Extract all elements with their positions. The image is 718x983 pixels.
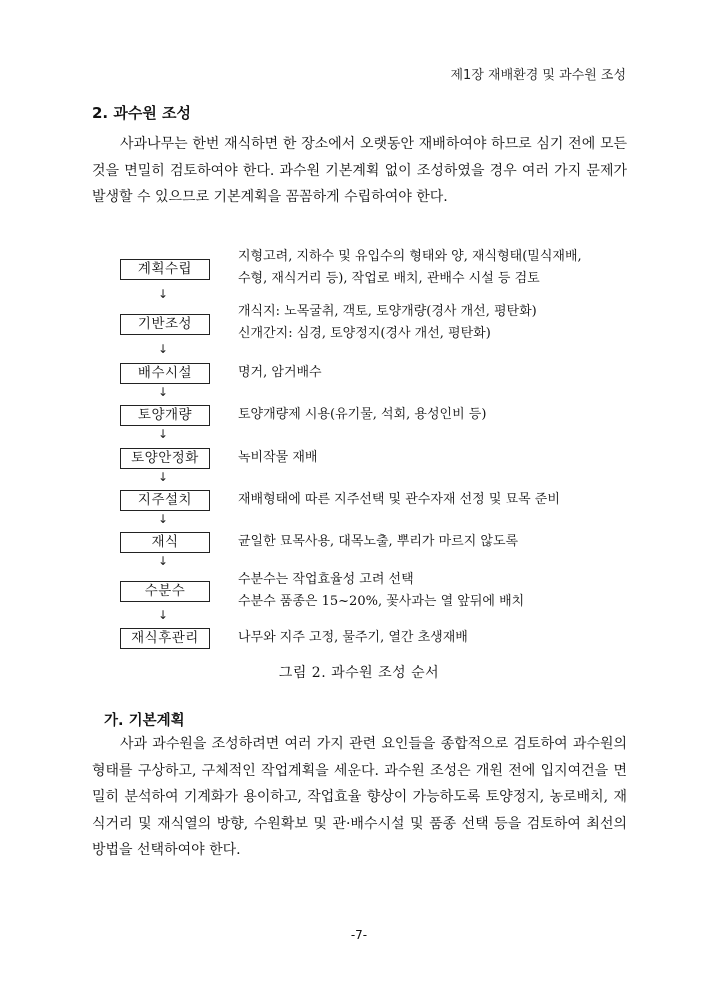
flow-description-line: 수분수 품종은 15~20%, 꽃사과는 열 앞뒤에 배치 [238,594,525,609]
down-arrow-icon: ↓ [158,512,169,526]
flow-box: 기반조성 [120,314,210,335]
down-arrow-icon: ↓ [158,427,169,441]
flow-description [238,301,537,345]
flow-box: 배수시설 [120,363,210,384]
flow-description [238,362,322,384]
body-paragraph: 사과 과수원을 조성하려면 여러 가지 관련 요인들을 종합적으로 검토하여 과수원의 형태를 구상하고, 구체적인 작업계획을 세운다. 과수원 조성은 개원 전에 입지여건을 면밀히 분석하여 기계화가 용이하고, 작업효율 향상이 가능하도록 토양정지, 농로배치, 재식거리 및 재식열의 방향, 수원확보 및 관·배수시설 및 품종 선택 등을 검토하여 최선의 방법을 선택하여야 한다. [92,736,627,859]
flow-description [238,404,486,426]
section-heading: 2. 과수원 조성 [92,104,192,122]
flow-description-line: 명거, 암거배수 [238,365,322,380]
flow-box: 토양개량 [120,405,210,426]
flow-box: 계획수립 [120,259,210,280]
down-arrow-icon: ↓ [158,608,169,622]
flow-box: 재식후관리 [120,628,210,649]
intro-paragraph: 사과나무는 한번 재식하면 한 장소에서 오랫동안 재배하여야 하므로 심기 전에 모든 것을 면밀히 검토하여야 한다. 과수원 기본계획 없이 조성하였을 경우 여러 가지 문제가 발생할 수 있으므로 기본계획을 꼼꼼하게 수립하여야 한다. [92,136,627,206]
down-arrow-icon: ↓ [158,385,169,399]
down-arrow-icon: ↓ [158,554,169,568]
flow-description-line: 재배형태에 따른 지주선택 및 관수자재 선정 및 묘목 준비 [238,492,560,507]
flow-description [238,531,518,553]
flow-description-line: 나무와 지주 고정, 물주기, 열간 초생재배 [238,630,468,645]
flow-description-line: 균일한 묘목사용, 대목노출, 뿌리가 마르지 않도록 [238,534,519,549]
flow-box: 토양안정화 [120,448,210,469]
down-arrow-icon: ↓ [158,287,169,301]
flow-box: 재식 [120,532,210,553]
flow-description-line: 토양개량제 시용(유기물, 석회, 용성인비 등) [238,407,487,422]
subsection-heading: 가. 기본계획 [104,713,185,729]
down-arrow-icon: ↓ [158,470,169,484]
flow-description [238,246,582,290]
flow-description [238,627,468,649]
flow-description [238,447,317,469]
figure-caption: 그림 2. 과수원 조성 순서 [278,665,440,681]
running-header: 제1장 재배환경 및 과수원 조성 [450,68,626,83]
flow-description [238,489,560,511]
flow-description-line: 수분수는 작업효율성 고려 선택 [238,572,414,587]
down-arrow-icon: ↓ [158,342,169,356]
page-number: -7- [350,928,368,942]
flow-description-line: 개식지: 노목굴취, 객토, 토양개량(경사 개선, 평탄화) [238,304,537,319]
flow-description-line: 녹비작물 재배 [238,450,318,465]
flow-box: 수분수 [120,581,210,602]
flow-box: 지주설치 [120,490,210,511]
flow-description-line: 수형, 재식거리 등), 작업로 배치, 관배수 시설 등 검토 [238,271,540,286]
flow-description-line: 지형고려, 지하수 및 유입수의 형태와 양, 재식형태(밀식재배, [238,249,582,264]
flow-description [238,569,524,613]
flow-description-line: 신개간지: 심경, 토양정지(경사 개선, 평탄화) [238,326,491,341]
